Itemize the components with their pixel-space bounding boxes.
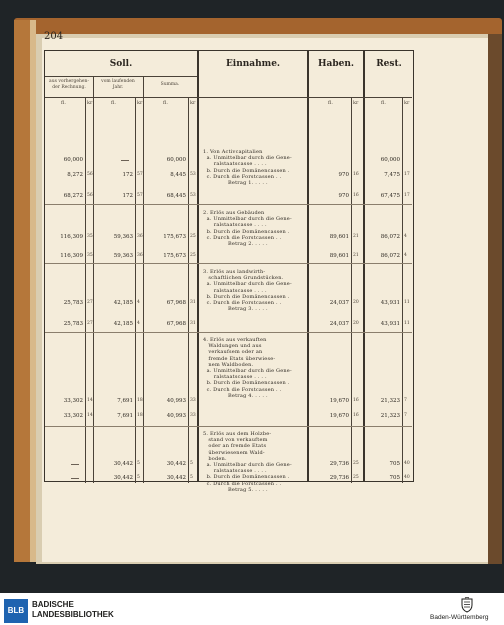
amount-gulden: 67,968 xyxy=(166,321,186,327)
amount-gulden: 175,673 xyxy=(163,253,186,259)
baden-wuerttemberg-crest-icon xyxy=(459,597,475,613)
amount-kreuzer: 53 xyxy=(190,172,196,177)
amount-gulden: 30,442 xyxy=(166,461,186,467)
amount-gulden: 86,072 xyxy=(380,253,400,259)
amount-gulden: 21,323 xyxy=(380,398,400,404)
amount-gulden: 89,601 xyxy=(329,253,349,259)
empty-dash xyxy=(71,478,79,479)
amount-kreuzer: 20 xyxy=(353,321,359,326)
soll-subheader-current: vom laufenden Jahr. xyxy=(101,79,135,90)
section-2-text: 2. Erlös aus Gebäuden a. Unmittelbar durch die Gene- ralstaatscasse . . . . b. Durch die Domänencassen . c. Durch die Forstcassen . . Betrag 2. . . . . xyxy=(203,210,292,248)
section-1-text: 1. Von Activcapitalien a. Unmittelbar durch die Gene- ralstaatscasse . . . . b. Durch die Domänencassen . c. Durch die Forstcassen . . Betrag 1. . . . . xyxy=(203,149,292,187)
unit-kr: kr xyxy=(404,100,410,106)
section-rule-2 xyxy=(45,263,412,264)
unit-fl: fl. xyxy=(61,100,66,106)
amount-kreuzer: 57 xyxy=(137,193,143,198)
amount-kreuzer: 14 xyxy=(87,398,93,403)
amount-kreuzer: 14 xyxy=(87,413,93,418)
amount-gulden: 68,272 xyxy=(63,193,83,199)
amount-gulden: 172 xyxy=(122,193,133,199)
amount-kreuzer: 18 xyxy=(137,398,143,403)
amount-gulden: 60,000 xyxy=(166,157,186,163)
amount-kreuzer: 25 xyxy=(190,234,196,239)
soll-subheader-summa: Summa. xyxy=(160,82,180,87)
header-bottom-rule xyxy=(45,97,412,98)
amount-gulden: 30,442 xyxy=(113,461,133,467)
amount-gulden: 8,445 xyxy=(170,172,186,178)
amount-gulden: 33,302 xyxy=(63,398,83,404)
amount-kreuzer: 25 xyxy=(353,461,359,466)
section-3-text: 3. Erlös aus landwirth- schaftlichen Grundstücken. a. Unmittelbar durch die Gene- ralstaatscasse . . . . b. Durch die Domänencassen . c. Durch die Forstcassen . . Betrag 3. . . . . xyxy=(203,269,292,313)
divider-soll-col1 xyxy=(93,77,94,483)
amount-kreuzer: 18 xyxy=(137,413,143,418)
header-rest: Rest. xyxy=(376,59,402,69)
amount-kreuzer: 16 xyxy=(353,193,359,198)
amount-gulden: 42,185 xyxy=(113,300,133,306)
amount-gulden: 67,968 xyxy=(166,300,186,306)
amount-kreuzer: 5 xyxy=(190,475,193,480)
amount-gulden: 59,363 xyxy=(113,253,133,259)
blb-logo: BLB xyxy=(4,599,28,623)
amount-gulden: 30,442 xyxy=(113,475,133,481)
amount-kreuzer: 21 xyxy=(353,234,359,239)
state-name: Baden-Württemberg xyxy=(430,614,489,621)
amount-gulden: 970 xyxy=(338,193,349,199)
amount-kreuzer: 11 xyxy=(404,321,410,326)
amount-kreuzer: 31 xyxy=(190,321,196,326)
amount-kreuzer: 53 xyxy=(190,193,196,198)
amount-kreuzer: 7 xyxy=(404,398,407,403)
amount-kreuzer: 16 xyxy=(353,172,359,177)
header-haben: Haben. xyxy=(317,59,355,69)
amount-kreuzer: 33 xyxy=(190,398,196,403)
amount-kreuzer: 27 xyxy=(87,321,93,326)
amount-kreuzer: 17 xyxy=(404,193,410,198)
empty-dash xyxy=(71,464,79,465)
amount-gulden: 68,445 xyxy=(166,193,186,199)
divider-soll-col2 xyxy=(143,77,144,483)
amount-gulden: 21,323 xyxy=(380,413,400,419)
amount-gulden: 7,475 xyxy=(384,172,400,178)
amount-gulden: 19,670 xyxy=(329,413,349,419)
amount-kreuzer: 4 xyxy=(404,234,407,239)
unit-kr: kr xyxy=(137,100,143,106)
amount-gulden: 8,272 xyxy=(67,172,83,178)
amount-gulden: 24,037 xyxy=(329,321,349,327)
soll-subheader-previous: aus vorhergehen- der Rechnung. xyxy=(49,79,89,90)
header-einnahme: Einnahme. xyxy=(225,59,281,69)
amount-gulden: 60,000 xyxy=(63,157,83,163)
amount-kreuzer: 40 xyxy=(404,475,410,480)
amount-gulden: 67,475 xyxy=(380,193,400,199)
amount-kreuzer: 56 xyxy=(87,172,93,177)
amount-gulden: 89,601 xyxy=(329,234,349,240)
amount-gulden: 25,783 xyxy=(63,321,83,327)
amount-gulden: 705 xyxy=(389,461,400,467)
unit-fl: fl. xyxy=(381,100,386,106)
amount-kreuzer: 5 xyxy=(137,461,140,466)
amount-gulden: 40,993 xyxy=(166,398,186,404)
amount-kreuzer: 25 xyxy=(190,253,196,258)
amount-kreuzer: 35 xyxy=(87,253,93,258)
amount-gulden: 970 xyxy=(338,172,349,178)
amount-gulden: 43,931 xyxy=(380,321,400,327)
amount-kreuzer: 16 xyxy=(353,413,359,418)
amount-kreuzer: 17 xyxy=(404,172,410,177)
book-cover-right xyxy=(488,34,502,564)
amount-gulden: 705 xyxy=(389,475,400,481)
amount-kreuzer: 35 xyxy=(87,234,93,239)
amount-kreuzer: 11 xyxy=(404,300,410,305)
unit-kr: kr xyxy=(87,100,93,106)
section-rule-4 xyxy=(45,426,412,427)
amount-kreuzer: 20 xyxy=(353,300,359,305)
amount-gulden: 7,691 xyxy=(117,413,133,419)
amount-gulden: 43,931 xyxy=(380,300,400,306)
unit-kr: kr xyxy=(353,100,359,106)
amount-kreuzer: 4 xyxy=(137,300,140,305)
amount-gulden: 42,185 xyxy=(113,321,133,327)
amount-kreuzer: 36 xyxy=(137,253,143,258)
amount-kreuzer: 36 xyxy=(137,234,143,239)
amount-kreuzer: 4 xyxy=(404,253,407,258)
amount-gulden: 19,670 xyxy=(329,398,349,404)
amount-gulden: 116,309 xyxy=(60,234,83,240)
library-name-line-1: BADISCHE xyxy=(32,600,74,609)
unit-fl: fl. xyxy=(163,100,168,106)
amount-kreuzer: 57 xyxy=(137,172,143,177)
amount-kreuzer: 21 xyxy=(353,253,359,258)
amount-kreuzer: 7 xyxy=(404,413,407,418)
amount-kreuzer: 16 xyxy=(353,398,359,403)
amount-gulden: 172 xyxy=(122,172,133,178)
unit-fl: fl. xyxy=(111,100,116,106)
amount-gulden: 40,993 xyxy=(166,413,186,419)
library-name-line-2: LANDESBIBLIOTHEK xyxy=(32,610,114,619)
section-rule-1 xyxy=(45,204,412,205)
amount-gulden: 86,072 xyxy=(380,234,400,240)
amount-gulden: 60,000 xyxy=(380,157,400,163)
amount-kreuzer: 25 xyxy=(353,475,359,480)
amount-kreuzer: 56 xyxy=(87,193,93,198)
section-5-text: 5. Erlös aus dem Holzbe- stand von verkauftem oder an fremde Etats überwiesenem Wald- boden. a. Unmittelbar durch die Gene- ralstaatscasse . . . . b. Durch die Domänencassen . c. Durch die Forstcassen . . Betrag 5. . . . . xyxy=(203,431,292,493)
section-rule-3 xyxy=(45,332,412,333)
unit-fl: fl. xyxy=(328,100,333,106)
amount-gulden: 59,363 xyxy=(113,234,133,240)
amount-gulden: 33,302 xyxy=(63,413,83,419)
divider-soll-einnahme xyxy=(197,51,199,481)
amount-kreuzer: 33 xyxy=(190,413,196,418)
amount-gulden: 24,037 xyxy=(329,300,349,306)
amount-gulden: 25,783 xyxy=(63,300,83,306)
unit-kr: kr xyxy=(190,100,196,106)
soll-header-rule xyxy=(45,76,197,77)
ledger-table xyxy=(44,50,414,493)
amount-gulden: 29,736 xyxy=(329,475,349,481)
page-number: 204 xyxy=(44,31,64,42)
empty-dash xyxy=(121,160,129,161)
library-name xyxy=(32,600,114,620)
amount-gulden: 7,691 xyxy=(117,398,133,404)
amount-kreuzer: 40 xyxy=(404,461,410,466)
amount-kreuzer: 31 xyxy=(190,300,196,305)
header-soll: Soll. xyxy=(109,59,133,69)
section-4-text: 4. Erlös aus verkauften Waldungen und aus verkaufsem oder an fremde Etats überwiese- nem Waldboden. a. Unmittelbar durch die Gene- ralstaatscasse . . . . b. Durch die Domänencassen . c. Durch die Forstcassen . . Betrag 4. . . . . xyxy=(203,337,292,399)
amount-kreuzer: 4 xyxy=(137,321,140,326)
amount-gulden: 30,442 xyxy=(166,475,186,481)
amount-kreuzer: 5 xyxy=(190,461,193,466)
book-spine xyxy=(14,20,36,562)
amount-gulden: 116,309 xyxy=(60,253,83,259)
amount-kreuzer: 5 xyxy=(137,475,140,480)
amount-kreuzer: 27 xyxy=(87,300,93,305)
divider-einnahme-haben xyxy=(307,51,309,481)
amount-gulden: 175,673 xyxy=(163,234,186,240)
amount-gulden: 29,736 xyxy=(329,461,349,467)
